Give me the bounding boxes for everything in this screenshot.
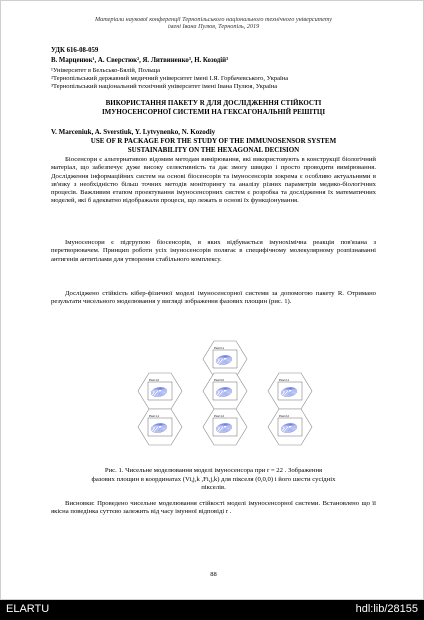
panel-title: Pixel 2,1 <box>279 379 289 382</box>
footer-handle: hdl:lib/28155 <box>355 603 418 615</box>
page-number: 88 <box>210 571 217 578</box>
phase-plane-hexagon <box>202 408 248 446</box>
phase-plane-figure <box>131 340 319 464</box>
caption-line: пікселів. <box>201 484 226 492</box>
title-line: USE OF R PACKAGE FOR THE STUDY OF THE IMMUNOSENSOR SYSTEM <box>90 137 337 145</box>
conclusion: Висновки: Проведено чисельне моделювання стійкості моделі імуносенсорної системи. Встановлено що її якісна поведінка суттєво залежить від часу імунної відповіді r . <box>51 500 376 516</box>
affiliation-3: ³Тернопільський національний технічний університет імені Івана Пулюя, Україна <box>51 83 278 90</box>
phase-plane-hexagon <box>267 372 313 410</box>
phase-plane-hexagon <box>137 372 183 410</box>
authors-en: V. Marceniuk, A. Sverstiuk, Y. Lytvynenko, N. Kozodiy <box>51 128 216 136</box>
affiliation-1: ¹Університет в Бельсько-Бялій, Польща <box>51 67 161 74</box>
caption-line: Рис. 1. Чисельне моделювання моделі імуносенсора при r = 22 . Зображення <box>104 467 323 474</box>
panel-title: Pixel 1,2 <box>214 415 224 418</box>
phase-plane-hexagon <box>137 408 183 446</box>
title-en <box>51 137 376 154</box>
title-line: SUSTAINABILITY ON THE HEXAGONAL DECISION <box>127 145 300 154</box>
paragraph-3: Досліджено стійкість кібер-фізичної моделі імуносенсорної системи за допомогою пакету R. Отримано результати чисельного моделювання у вигляді зображення фазових площин (рис. 1). <box>51 290 376 306</box>
panel-title: Pixel 1,0 <box>149 379 159 382</box>
affiliation-2: ²Тернопільський державний медичний університет імені І.Я. Горбачевського, Україна <box>51 75 289 82</box>
phase-plane-hexagon <box>202 372 248 410</box>
paragraph-1: Біосенсори є альтернативою відомим методам вимірювання, які використовують в конструкції біологічний матеріал, що забезпечує дуже високу селективність та дає змогу швидко і просто проводити вимірювання. Дослідження інформаційних систем на основі біосенсорів та імуносенсорів зокрема є особливо актуальними в зв'язку з необхідністю більш точних методів моніторингу та аналізу різних параметрів медико-біологічних процесів. Важливим етапом проектування імуносенсорних систем є розробка та дослідження їх математичних моделей, які б адекватно відображали процеси, що лежать в основі їх функціонування. <box>51 156 376 205</box>
header-line: імені Івана Пулюя, Тернопіль, 2019 <box>167 23 260 31</box>
panel-title: Pixel 2,2 <box>279 415 289 418</box>
phase-plane-hexagon <box>267 408 313 446</box>
authors-ua: В. Марценюк¹, А. Сверстюк², Я. Литвиненко³, Н. Козодій³ <box>51 57 229 64</box>
panel-title: Pixel 0,0 <box>214 379 224 382</box>
title-ua <box>51 99 376 116</box>
title-line: ІМУНОСЕНСОРНОЇ СИСТЕМИ НА ГЕКСАГОНАЛЬНІЙ РЕШІТЦІ <box>101 107 326 116</box>
figure-caption <box>51 467 376 493</box>
footer-left: ELARTU <box>6 603 50 615</box>
title-line: ВИКОРИСТАННЯ ПАКЕТУ R ДЛЯ ДОСЛІДЖЕННЯ СТІЙКОСТІ <box>105 99 322 107</box>
header-line: Матеріали наукової конференції Тернопільського національного технічного університету <box>95 16 332 23</box>
panel-title: Pixel 0,1 <box>214 347 224 350</box>
udc-code: УДК 616-08-059 <box>51 47 99 54</box>
paragraph-2: Імуносенсори є підгрупою біосенсорів, в яких відбувається імунохімічна реакція пов'язана з перетворювачем. Принцип роботи усіх імуносенсорів полягає в специфічному молекулярному розпізнаванні антигенів антитілами для утворення стабільного комплексу. <box>51 239 376 263</box>
caption-line: фазових площин в координатах (Vi,j,k ,Fi,j,k) для пікселя (0,0,0) і його шести сусідніх <box>91 475 336 483</box>
conference-header <box>51 16 376 31</box>
panel-title: Pixel 1,1 <box>149 415 159 418</box>
